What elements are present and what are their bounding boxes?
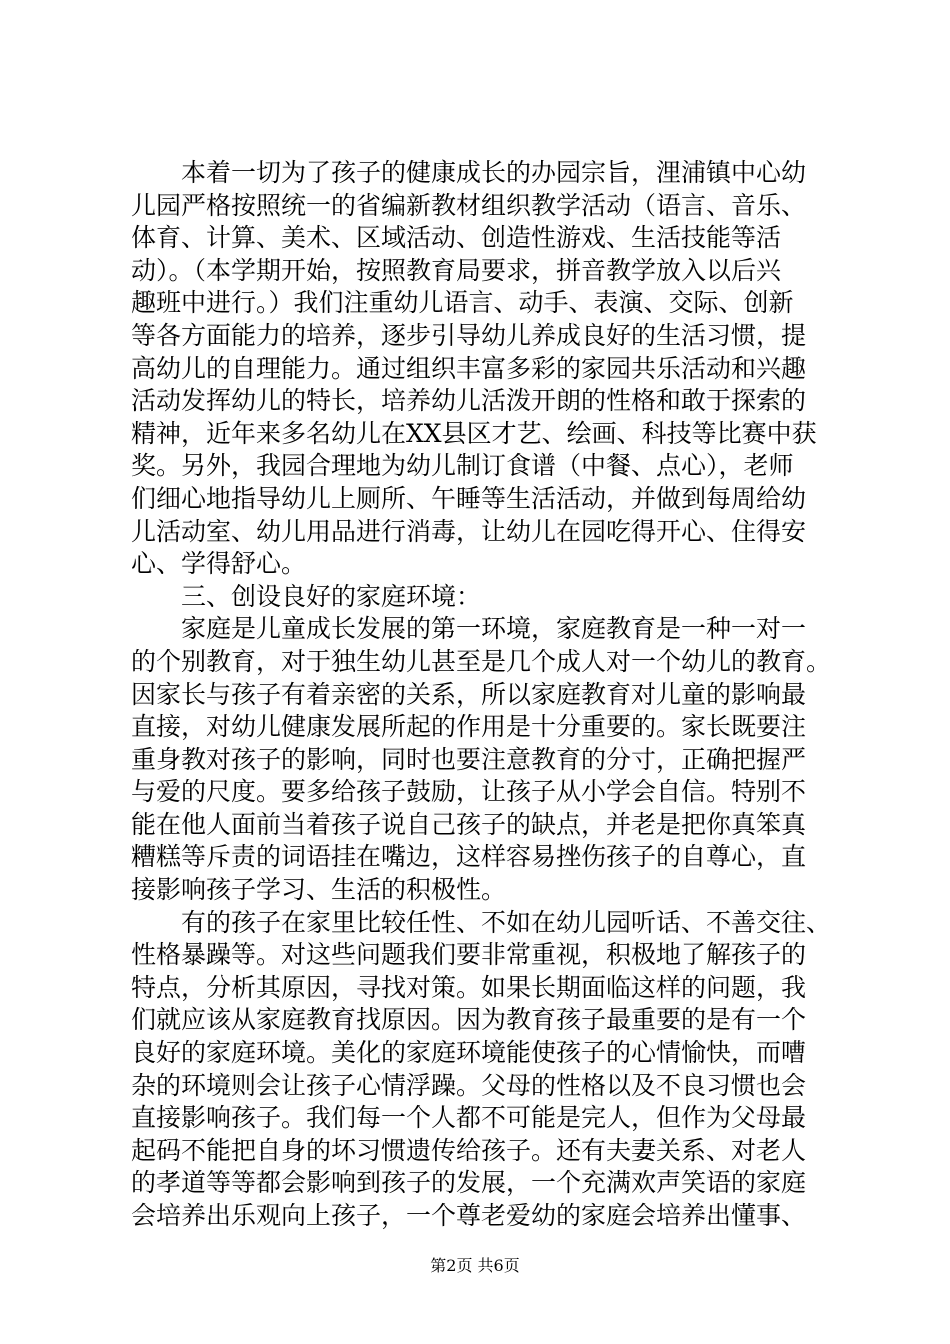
- text-line: 因家长与孩子有着亲密的关系，所以家庭教育对儿童的影响最: [131, 679, 807, 709]
- text-line: 心、学得舒心。: [131, 549, 307, 579]
- section-heading: 三、创设良好的家庭环境：: [131, 581, 482, 611]
- text-line: 性格暴躁等。对这些问题我们要非常重视，积极地了解孩子的: [131, 940, 807, 970]
- text-line: 特点，分析其原因，寻找对策。如果长期面临这样的问题，我: [131, 972, 807, 1002]
- text-line: 高幼儿的自理能力。通过组织丰富多彩的家园共乐活动和兴趣: [131, 353, 807, 383]
- text-line: 奖。另外，我园合理地为幼儿制订食谱（中餐、点心），老师: [131, 451, 794, 481]
- text-line: 糟糕等斥责的词语挂在嘴边，这样容易挫伤孩子的自尊心，直: [131, 842, 807, 872]
- page-footer: 第2页 共6页: [430, 1256, 520, 1275]
- text-line: 直接，对幼儿健康发展所起的作用是十分重要的。家长既要注: [131, 712, 807, 742]
- text-line: 们细心地指导幼儿上厕所、午睡等生活活动，并做到每周给幼: [131, 483, 807, 513]
- text-line: 有的孩子在家里比较任性、不如在幼儿园听话、不善交往、: [131, 907, 832, 937]
- text-line: 的孝道等等都会影响到孩子的发展，一个充满欢声笑语的家庭: [131, 1168, 807, 1198]
- text-line: 与爱的尺度。要多给孩子鼓励，让孩子从小学会自信。特别不: [131, 777, 807, 807]
- text-line: 重身教对孩子的影响，同时也要注意教育的分寸，正确把握严: [131, 744, 807, 774]
- text-line: 杂的环境则会让孩子心情浮躁。父母的性格以及不良习惯也会: [131, 1070, 807, 1100]
- text-line: 趣班中进行。）我们注重幼儿语言、动手、表演、交际、创新: [131, 288, 794, 318]
- text-line: 会培养出乐观向上孩子，一个尊老爱幼的家庭会培养出懂事、: [131, 1201, 807, 1230]
- text-line: 儿园严格按照统一的省编新教材组织教学活动（语言、音乐、: [131, 190, 807, 220]
- text-line: 活动发挥幼儿的特长，培养幼儿活泼开朗的性格和敢于探索的: [131, 386, 807, 416]
- text-line: 体育、计算、美术、区域活动、创造性游戏、生活技能等活: [131, 223, 782, 253]
- text-line: 良好的家庭环境。美化的家庭环境能使孩子的心情愉快，而嘈: [131, 1038, 807, 1068]
- text-line: 儿活动室、幼儿用品进行消毒，让幼儿在园吃得开心、住得安: [131, 516, 807, 546]
- text-line: 接影响孩子学习、生活的积极性。: [131, 875, 507, 905]
- text-line: 精神，近年来多名幼儿在XX县区才艺、绘画、科技等比赛中获: [131, 418, 817, 448]
- document-body: [131, 157, 841, 1233]
- text-line: 的个别教育，对于独生幼儿甚至是几个成人对一个幼儿的教育。: [131, 646, 832, 676]
- text-line: 能在他人面前当着孩子说自己孩子的缺点，并老是把你真笨真: [131, 809, 807, 839]
- text-line: 动）。（本学期开始，按照教育局要求，拼音教学放入以后兴: [131, 255, 782, 285]
- text-line: 等各方面能力的培养，逐步引导幼儿养成良好的生活习惯，提: [131, 320, 807, 350]
- text-line: 直接影响孩子。我们每一个人都不可能是完人，但作为父母最: [131, 1103, 807, 1133]
- text-line: 本着一切为了孩子的健康成长的办园宗旨，浬浦镇中心幼: [131, 158, 807, 187]
- text-line: 起码不能把自身的坏习惯遗传给孩子。还有夫妻关系、对老人: [131, 1135, 807, 1165]
- text-line: 家庭是儿童成长发展的第一环境，家庭教育是一种一对一: [131, 614, 807, 644]
- text-line: 们就应该从家庭教育找原因。因为教育孩子最重要的是有一个: [131, 1005, 807, 1035]
